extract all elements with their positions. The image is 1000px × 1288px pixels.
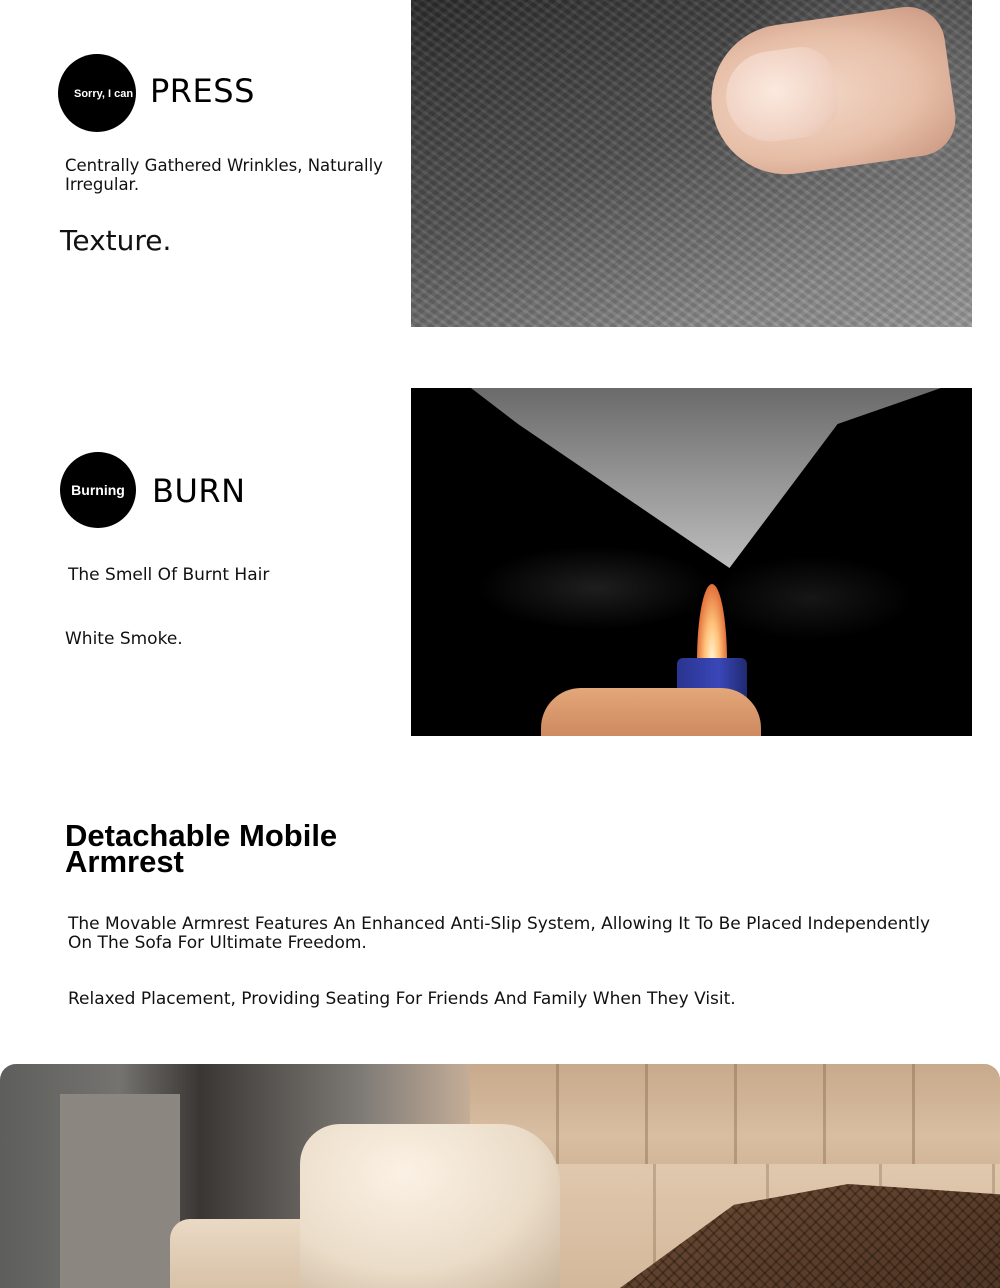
leather-press-photo — [411, 0, 972, 327]
burn-badge-label: Burning — [71, 482, 125, 498]
press-badge-label: Sorry, I can — [74, 88, 134, 100]
armrest-heading: Detachable Mobile Armrest — [65, 818, 338, 879]
wall-panel — [60, 1094, 180, 1288]
burn-line-1: The Smell Of Burnt Hair — [68, 565, 270, 585]
press-subtitle: Texture. — [60, 224, 172, 257]
armrest-paragraph-2: Relaxed Placement, Providing Seating For Friends And Family When They Visit. — [68, 989, 736, 1009]
press-badge — [58, 54, 136, 132]
burn-badge — [60, 452, 136, 528]
leather-burn-photo — [411, 388, 972, 736]
sofa-photo — [0, 1064, 1000, 1288]
press-title: PRESS — [150, 72, 255, 110]
burn-title: BURN — [152, 472, 246, 510]
hand — [541, 688, 761, 736]
press-description: Centrally Gathered Wrinkles, Naturally Irregular. — [65, 156, 383, 194]
burn-line-2: White Smoke. — [65, 629, 183, 649]
armrest-paragraph-1: The Movable Armrest Features An Enhanced Anti-Slip System, Allowing It To Be Placed Independently On The Sofa For Ultimate Freedom. — [68, 914, 931, 953]
sofa-cushion — [300, 1124, 560, 1288]
